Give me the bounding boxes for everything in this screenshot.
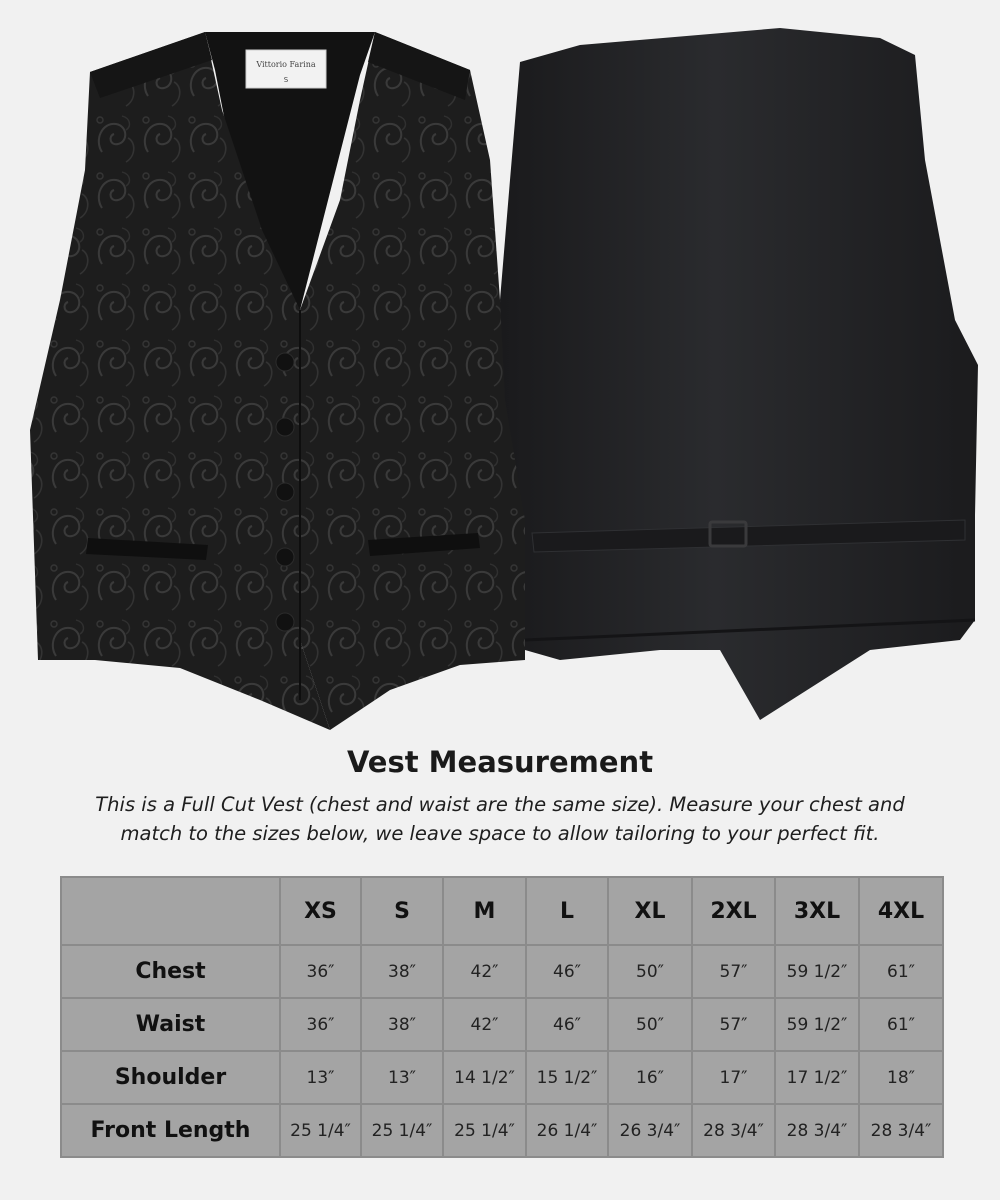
size-header-l: L xyxy=(526,877,608,945)
table-cell: 28 3/4″ xyxy=(692,1104,775,1157)
table-cell: 59 1/2″ xyxy=(775,998,859,1051)
size-header-xs: XS xyxy=(280,877,361,945)
table-cell: 36″ xyxy=(280,945,361,998)
table-cell: 61″ xyxy=(859,998,943,1051)
row-label-front-length: Front Length xyxy=(61,1104,280,1157)
corner-cell xyxy=(61,877,280,945)
table-cell: 13″ xyxy=(361,1051,443,1104)
front-length-row xyxy=(61,1104,943,1157)
size-header-s: S xyxy=(361,877,443,945)
size-chart-table xyxy=(60,876,944,1158)
row-label-shoulder: Shoulder xyxy=(61,1051,280,1104)
tag-brand: Vittorio Farina xyxy=(256,60,316,69)
table-cell: 59 1/2″ xyxy=(775,945,859,998)
table-cell: 38″ xyxy=(361,998,443,1051)
size-header-2xl: 2XL xyxy=(692,877,775,945)
description-line-1: This is a Full Cut Vest (chest and waist are the same size). Measure your chest and xyxy=(95,793,905,816)
chest-row xyxy=(61,945,943,998)
table-cell: 17″ xyxy=(692,1051,775,1104)
table-cell: 18″ xyxy=(859,1051,943,1104)
table-cell: 57″ xyxy=(692,998,775,1051)
size-header-m: M xyxy=(443,877,526,945)
size-header-row xyxy=(61,877,943,945)
table-cell: 25 1/4″ xyxy=(361,1104,443,1157)
tag-size: S xyxy=(283,76,289,84)
table-cell: 26 3/4″ xyxy=(608,1104,692,1157)
section-title: Vest Measurement xyxy=(346,745,654,779)
table-cell: 57″ xyxy=(692,945,775,998)
table-cell: 46″ xyxy=(526,945,608,998)
table-cell: 61″ xyxy=(859,945,943,998)
row-label-waist: Waist xyxy=(61,998,280,1051)
table-cell: 36″ xyxy=(280,998,361,1051)
description-line-2: match to the sizes below, we leave space to allow tailoring to your perfect fit. xyxy=(120,822,880,845)
table-cell: 42″ xyxy=(443,998,526,1051)
row-label-chest: Chest xyxy=(61,945,280,998)
size-header-3xl: 3XL xyxy=(775,877,859,945)
table-cell: 38″ xyxy=(361,945,443,998)
table-cell: 28 3/4″ xyxy=(775,1104,859,1157)
vest-front-image xyxy=(30,32,525,730)
size-header-xl: XL xyxy=(608,877,692,945)
waist-row xyxy=(61,998,943,1051)
table-cell: 42″ xyxy=(443,945,526,998)
table-cell: 50″ xyxy=(608,945,692,998)
table-cell: 50″ xyxy=(608,998,692,1051)
vest-back-image xyxy=(500,28,978,720)
table-cell: 13″ xyxy=(280,1051,361,1104)
table-cell: 14 1/2″ xyxy=(443,1051,526,1104)
table-cell: 28 3/4″ xyxy=(859,1104,943,1157)
table-cell: 16″ xyxy=(608,1051,692,1104)
table-cell: 26 1/4″ xyxy=(526,1104,608,1157)
table-cell: 17 1/2″ xyxy=(775,1051,859,1104)
description-text xyxy=(60,790,940,848)
size-header-4xl: 4XL xyxy=(859,877,943,945)
table-cell: 25 1/4″ xyxy=(280,1104,361,1157)
table-cell: 46″ xyxy=(526,998,608,1051)
table-cell: 15 1/2″ xyxy=(526,1051,608,1104)
shoulder-row xyxy=(61,1051,943,1104)
table-cell: 25 1/4″ xyxy=(443,1104,526,1157)
